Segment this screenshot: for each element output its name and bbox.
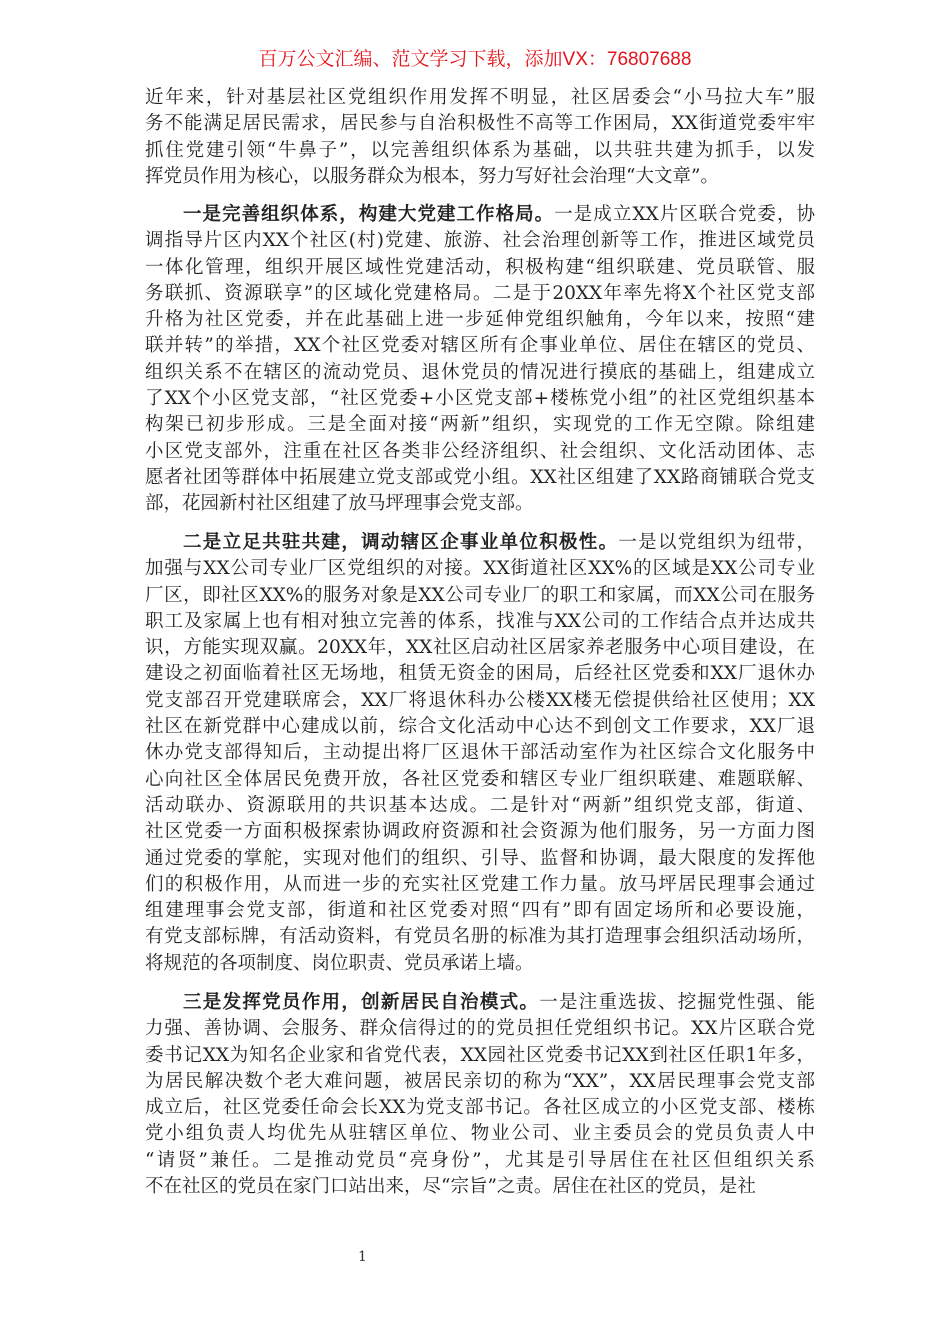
line-text: 了XX个小区党支部，“社区党委+小区党支部+楼栋党小组”的社区党组织基本 <box>145 388 815 410</box>
text-line <box>145 439 815 465</box>
line-text: 识，方能实现双赢。20XX年，XX社区启动社区居家养老服务中心项目建设，在 <box>145 637 815 659</box>
line-text: 近年来，针对基层社区党组织作用发挥不明显，社区居委会“小马拉大车”服 <box>145 87 815 108</box>
line-text: 社区在新党群中心建成以前，综合文化活动中心达不到创文工作要求，XX厂退 <box>145 716 815 738</box>
line-text: 调指导片区内XX个社区(村)党建、旅游、社会治理创新等工作，推进区域党员 <box>145 230 815 252</box>
line-text: 挥党员作用为核心，以服务群众为根本，努力写好社会治理“大文章”。 <box>145 165 719 187</box>
section-heading: 三是发挥党员作用，创新居民自治模式。 <box>183 992 540 1013</box>
text-line <box>145 661 815 687</box>
line-text: 加强与XX公司专业厂区党组织的对接。XX街道社区XX%的区域是XX公司专业 <box>145 558 815 580</box>
line-text: 党小组负责人均优先从驻辖区单位、物业公司、业主委员会的党员负责人中 <box>145 1123 815 1145</box>
text-line <box>145 228 815 254</box>
text-line <box>145 1095 815 1121</box>
line-text: 一是以党组织为纽带， <box>618 532 815 553</box>
line-text: 委书记XX为知名企业家和省党代表，XX园社区党委书记XX到社区任职1年多， <box>145 1044 815 1066</box>
line-text: 职工及家属上也有相对独立完善的体系，找准与XX公司的工作结合点并达成共 <box>145 610 815 632</box>
text-line <box>145 898 815 924</box>
line-text: 厂区，即社区XX%的服务对象是XX公司专业厂的职工和家属，而XX公司在服务 <box>145 584 815 606</box>
text-line <box>145 740 815 766</box>
text-line <box>145 491 815 517</box>
text-line <box>145 333 815 359</box>
download-banner: 百万公文汇编、范文学习下载，添加VX：76807688 <box>258 49 692 70</box>
text-line <box>145 281 815 307</box>
text-line <box>145 714 815 740</box>
section-heading: 二是立足共驻共建，调动辖区企事业单位积极性。 <box>183 532 619 553</box>
text-line <box>145 951 815 977</box>
text-line <box>145 386 815 412</box>
page-number: 1 <box>358 1249 367 1265</box>
text-line <box>145 872 815 898</box>
line-text: 小区党支部外，注重在社区各类非公经济组织、社会组织、文化活动团体、志 <box>145 440 815 462</box>
text-line <box>145 990 815 1016</box>
text-line <box>145 846 815 872</box>
text-line <box>145 202 815 228</box>
line-text: 升格为社区党委，并在此基础上进一步延伸党组织触角，今年以来，按照“建 <box>145 309 815 331</box>
text-line <box>145 924 815 950</box>
text-line <box>145 1148 815 1174</box>
line-text: 联并转”的举措，XX个社区党委对辖区所有企事业单位、居住在辖区的党员、 <box>145 335 815 357</box>
text-line <box>145 1069 815 1095</box>
text-line <box>145 1016 815 1042</box>
line-text: 休办党支部得知后，主动提出将厂区退休干部活动室作为社区综合文化服务中 <box>145 742 815 764</box>
line-text: 构架已初步形成。三是全面对接“两新”组织，实现党的工作无空隙。除组建 <box>145 414 815 436</box>
line-text: 一是注重选拔、挖掘党性强、能 <box>539 992 815 1013</box>
line-text: 不在社区的党员在家门口站出来，尽“宗旨”之责。居住在社区的党员，是社 <box>145 1176 756 1198</box>
paragraph-intro <box>145 85 815 190</box>
text-line <box>145 111 815 137</box>
line-text: 部，花园新村社区组建了放马坪理事会党支部。 <box>145 493 534 515</box>
text-line <box>145 767 815 793</box>
line-text: 建设之初面临着社区无场地，租赁无资金的困局，后经社区党委和XX厂退休办 <box>145 663 815 685</box>
line-text: 力强、善协调、会服务、群众信得过的的党员担任党组织书记。XX片区联合党 <box>145 1018 815 1040</box>
text-line <box>145 530 815 556</box>
text-line <box>145 255 815 281</box>
line-text: 务不能满足居民需求，居民参与自治积极性不高等工作困局，XX街道党委牢牢 <box>145 113 815 135</box>
text-line <box>145 1174 815 1200</box>
text-line <box>145 164 815 190</box>
text-line <box>145 556 815 582</box>
text-line <box>145 1043 815 1069</box>
text-line <box>145 688 815 714</box>
line-text: 们的积极作用，从而进一步的充实社区党建工作力量。放马坪居民理事会通过 <box>145 873 815 895</box>
line-text: 愿者社团等群体中拓展建立党支部或党小组。XX社区组建了XX路商铺联合党支 <box>145 466 815 488</box>
line-text: 党支部召开党建联席会，XX厂将退休科办公楼XX楼无偿提供给社区使用；XX <box>145 689 815 711</box>
line-text: 一体化管理，组织开展区域性党建活动，积极构建“组织联建、党员联管、服 <box>145 256 815 278</box>
line-text: 组织关系不在辖区的流动党员、退休党员的情况进行摸底的基础上，组建成立 <box>145 361 815 383</box>
line-text: 务联抓、资源联享”的区域化党建格局。二是于20XX年率先将X个社区党支部 <box>145 282 815 304</box>
line-text: 组建理事会党支部，街道和社区党委对照“四有”即有固定场所和必要设施， <box>145 900 815 922</box>
text-line <box>145 85 815 111</box>
paragraph-section-2 <box>145 530 815 977</box>
paragraph-section-3 <box>145 990 815 1200</box>
line-text: 将规范的各项制度、岗位职责、党员承诺上墙。 <box>145 952 534 974</box>
text-line <box>145 635 815 661</box>
line-text: 心向社区全体居民免费开放，各社区党委和辖区专业厂组织联建、难题联解、 <box>145 768 815 790</box>
line-text: 一是成立XX片区联合党委，协 <box>554 204 815 225</box>
line-text: 社区党委一方面积极探索协调政府资源和社会资源为他们服务，另一方面力图 <box>145 821 815 843</box>
line-text: 成立后，社区党委任命会长XX为党支部书记。各社区成立的小区党支部、楼栋 <box>145 1097 815 1119</box>
paragraph-section-1 <box>145 202 815 518</box>
line-text: 为居民解决数个老大难问题，被居民亲切的称为“XX”，XX居民理事会党支部 <box>145 1070 815 1092</box>
text-line <box>145 465 815 491</box>
text-line <box>145 138 815 164</box>
line-text: 活动联办、资源联用的共识基本达成。二是针对“两新”组织党支部，街道、 <box>145 794 815 816</box>
text-line <box>145 360 815 386</box>
line-text: 有党支部标牌，有活动资料，有党员名册的标准为其打造理事会组织活动场所， <box>145 926 815 948</box>
line-text: 通过党委的掌舵，实现对他们的组织、引导、监督和协调，最大限度的发挥他 <box>145 847 815 869</box>
line-text: 抓住党建引领“牛鼻子”，以完善组织体系为基础，以共驻共建为抓手，以发 <box>145 139 815 161</box>
text-line <box>145 307 815 333</box>
text-line <box>145 609 815 635</box>
text-line <box>145 1121 815 1147</box>
text-line <box>145 819 815 845</box>
line-text: “请贤”兼任。二是推动党员“亮身份”，尤其是引导居住在社区但组织关系 <box>145 1149 815 1171</box>
text-line <box>145 412 815 438</box>
text-line <box>145 793 815 819</box>
section-heading: 一是完善组织体系，构建大党建工作格局。 <box>183 204 555 225</box>
text-line <box>145 583 815 609</box>
